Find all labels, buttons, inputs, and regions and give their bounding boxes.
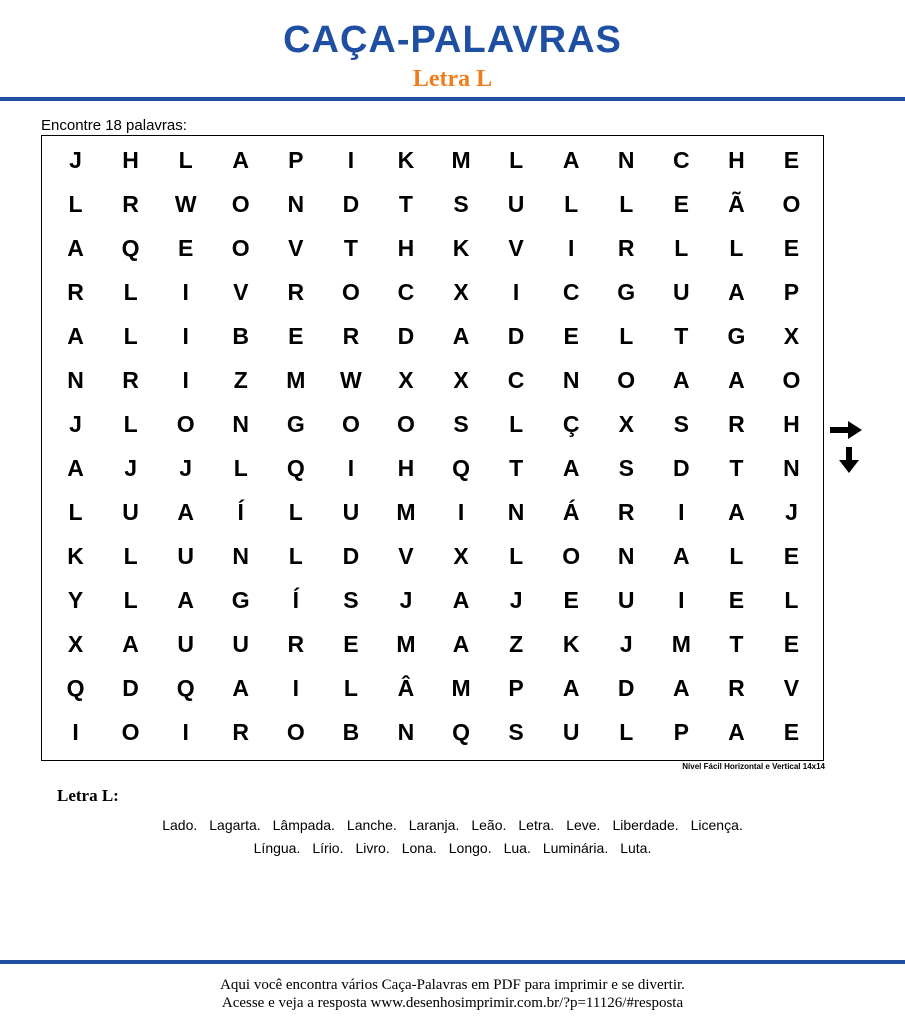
grid-letter: L: [509, 542, 524, 569]
grid-letter: D: [342, 542, 360, 569]
grid-letter: X: [783, 322, 800, 349]
grid-letter: J: [509, 586, 523, 613]
grid-letter: P: [783, 278, 800, 305]
instruction-text: Encontre 18 palavras:: [41, 117, 187, 134]
grid-letter: A: [728, 718, 745, 745]
grid-letter: I: [678, 586, 685, 613]
grid-letter: Q: [121, 234, 140, 261]
word-list-row-2: [0, 839, 905, 857]
grid-letter: P: [288, 146, 304, 173]
grid-letter: E: [563, 586, 579, 613]
word-item: Licença.: [690, 817, 743, 833]
grid-letter: H: [397, 234, 415, 261]
grid-letter: I: [512, 278, 520, 305]
word-item: Leão.: [471, 817, 507, 833]
grid-letter: S: [343, 586, 359, 613]
grid-letter: A: [452, 586, 470, 613]
grid-letter: N: [562, 366, 580, 393]
grid-letter: Ã: [728, 190, 745, 217]
grid-letter: D: [673, 454, 690, 481]
grid-letter: A: [562, 146, 580, 173]
grid-letter: U: [177, 542, 194, 569]
grid-letter: V: [783, 674, 800, 701]
grid-letter: O: [176, 410, 195, 437]
grid-letter: I: [182, 718, 189, 745]
page-subtitle: Letra L: [412, 66, 493, 92]
grid-letter: X: [67, 630, 84, 657]
grid-letter: E: [673, 190, 689, 217]
grid-letter: R: [287, 278, 305, 305]
grid-letter: J: [124, 454, 137, 481]
grid-letter: A: [673, 366, 690, 393]
grid-letter: N: [507, 498, 525, 525]
grid-letter: E: [783, 630, 800, 657]
grid-letter: E: [178, 234, 194, 261]
answers-title: Letra L:: [57, 786, 119, 805]
grid-letter: L: [509, 146, 524, 173]
grid-letter: L: [123, 410, 138, 437]
grid-letter: I: [567, 234, 575, 261]
word-item: Letra.: [518, 817, 555, 833]
grid-letter: A: [67, 234, 84, 261]
grid-letter: V: [398, 542, 414, 569]
grid-letter: L: [178, 146, 193, 173]
grid-letter: V: [288, 234, 304, 261]
grid-cells: [42, 136, 823, 760]
grid-letter: U: [177, 630, 194, 657]
grid-letter: L: [343, 674, 358, 701]
grid-letter: N: [783, 454, 800, 481]
grid-letter: E: [783, 234, 800, 261]
grid-letter: A: [728, 366, 745, 393]
grid-letter: L: [123, 542, 138, 569]
grid-letter: U: [673, 278, 690, 305]
grid-letter: I: [347, 146, 355, 173]
grid-letter: O: [562, 542, 581, 569]
grid-letter: C: [507, 366, 525, 393]
word-item: Leve.: [566, 817, 601, 833]
grid-letter: E: [343, 630, 359, 657]
grid-letter: K: [562, 630, 580, 657]
grid-letter: R: [342, 322, 360, 349]
grid-letter: T: [343, 234, 358, 261]
grid-letter: V: [508, 234, 524, 261]
grid-letter: E: [783, 146, 800, 173]
grid-letter: S: [673, 410, 689, 437]
grid-letter: N: [232, 542, 250, 569]
grid-letter: N: [397, 718, 415, 745]
grid-letter: H: [122, 146, 139, 173]
footer-line-2: Acesse e veja a resposta www.desenhosimprimir.com.br/?p=11126/#resposta: [221, 995, 684, 1011]
grid-letter: N: [67, 366, 84, 393]
grid-letter: A: [67, 322, 84, 349]
grid-letter: I: [347, 454, 355, 481]
grid-letter: X: [398, 366, 414, 393]
footer-line-1: Aqui você encontra vários Caça-Palavras em PDF para imprimir e se divertir.: [220, 977, 685, 993]
footer-divider: [0, 960, 905, 964]
grid-letter: Í: [237, 498, 244, 525]
grid-letter: L: [123, 278, 138, 305]
grid-letter: L: [619, 718, 634, 745]
grid-letter: C: [562, 278, 580, 305]
grid-letter: T: [509, 454, 524, 481]
grid-letter: A: [673, 674, 690, 701]
grid-letter: X: [453, 278, 469, 305]
grid-letter: X: [453, 366, 469, 393]
arrow-down-icon: [838, 446, 860, 474]
grid-letter: L: [509, 410, 524, 437]
grid-letter: E: [783, 718, 800, 745]
grid-letter: J: [399, 586, 413, 613]
grid-letter: I: [182, 322, 189, 349]
grid-letter: L: [123, 322, 138, 349]
grid-letter: O: [341, 278, 360, 305]
word-item: Lírio.: [312, 840, 344, 856]
grid-letter: S: [618, 454, 634, 481]
grid-letter: P: [673, 718, 689, 745]
grid-letter: H: [728, 146, 745, 173]
grid-letter: Q: [66, 674, 85, 701]
grid-letter: V: [233, 278, 249, 305]
word-list-row-1: [0, 816, 905, 834]
grid-letter: W: [174, 190, 197, 217]
grid-letter: D: [617, 674, 635, 701]
grid-letter: M: [396, 630, 416, 657]
grid-letter: U: [507, 190, 525, 217]
grid-letter: O: [341, 410, 360, 437]
grid-letter: E: [783, 542, 800, 569]
grid-letter: L: [729, 234, 744, 261]
grid-letter: O: [231, 190, 250, 217]
grid-letter: N: [617, 542, 635, 569]
word-item: Luta.: [620, 840, 652, 856]
grid-letter: K: [452, 234, 470, 261]
grid-letter: B: [342, 718, 360, 745]
grid-letter: J: [69, 146, 82, 173]
word-item: Laranja.: [408, 817, 460, 833]
grid-letter: A: [177, 498, 194, 525]
grid-letter: O: [782, 190, 801, 217]
grid-letter: R: [287, 630, 305, 657]
word-item: Língua.: [253, 840, 301, 856]
grid-letter: M: [671, 630, 691, 657]
grid-letter: G: [286, 410, 305, 437]
grid-letter: A: [67, 454, 84, 481]
grid-letter: L: [729, 542, 744, 569]
grid-letter: U: [122, 498, 139, 525]
word-item: Livro.: [355, 840, 390, 856]
grid-letter: A: [562, 674, 580, 701]
grid-letter: U: [232, 630, 250, 657]
grid-letter: Q: [452, 718, 470, 745]
level-note: Nível Fácil Horizontal e Vertical 14x14: [682, 762, 825, 771]
grid-letter: K: [67, 542, 84, 569]
word-item: Lona.: [401, 840, 437, 856]
grid-letter: X: [453, 542, 469, 569]
grid-letter: B: [232, 322, 250, 349]
grid-letter: S: [508, 718, 524, 745]
grid-letter: L: [674, 234, 689, 261]
grid-letter: Ç: [562, 410, 580, 437]
grid-letter: A: [122, 630, 139, 657]
grid-letter: D: [397, 322, 415, 349]
grid-letter: I: [292, 674, 299, 701]
grid-letter: C: [397, 278, 415, 305]
grid-letter: I: [182, 278, 189, 305]
grid-letter: R: [728, 410, 745, 437]
grid-letter: R: [67, 278, 84, 305]
word-search-grid: [41, 135, 824, 761]
grid-letter: U: [562, 718, 580, 745]
word-item: Lado.: [162, 817, 198, 833]
grid-letter: I: [457, 498, 465, 525]
grid-letter: R: [617, 498, 635, 525]
grid-letter: O: [617, 366, 636, 393]
grid-letter: N: [617, 146, 635, 173]
grid-letter: R: [232, 718, 250, 745]
grid-letter: K: [397, 146, 415, 173]
grid-letter: L: [619, 322, 634, 349]
grid-letter: L: [123, 586, 138, 613]
grid-letter: P: [508, 674, 524, 701]
grid-letter: Q: [286, 454, 305, 481]
grid-letter: D: [507, 322, 525, 349]
grid-letter: A: [673, 542, 690, 569]
word-item: Lanche.: [346, 817, 397, 833]
grid-letter: U: [617, 586, 635, 613]
grid-letter: T: [729, 454, 744, 481]
word-item: Lua.: [503, 840, 531, 856]
grid-letter: A: [452, 630, 470, 657]
grid-letter: Q: [452, 454, 470, 481]
grid-letter: C: [673, 146, 690, 173]
grid-letter: M: [451, 146, 471, 173]
grid-letter: O: [286, 718, 305, 745]
grid-letter: L: [233, 454, 248, 481]
grid-letter: N: [232, 410, 250, 437]
grid-letter: Á: [562, 498, 580, 525]
grid-letter: I: [72, 718, 79, 745]
grid-letter: Y: [67, 586, 84, 613]
grid-letter: Í: [292, 586, 299, 613]
grid-letter: I: [678, 498, 685, 525]
word-item: Lâmpada.: [272, 817, 335, 833]
grid-letter: A: [562, 454, 580, 481]
grid-letter: A: [232, 674, 250, 701]
header-divider: [0, 97, 905, 101]
grid-letter: L: [619, 190, 634, 217]
grid-letter: S: [453, 410, 469, 437]
grid-letter: L: [68, 190, 83, 217]
grid-letter: N: [287, 190, 305, 217]
grid-letter: W: [340, 366, 362, 393]
word-item: Luminária.: [542, 840, 609, 856]
grid-letter: M: [286, 366, 306, 393]
grid-letter: T: [729, 630, 744, 657]
grid-letter: O: [397, 410, 415, 437]
grid-letter: R: [122, 190, 139, 217]
grid-letter: Q: [176, 674, 195, 701]
word-item: Lagarta.: [209, 817, 261, 833]
word-item: Liberdade.: [612, 817, 679, 833]
word-item: Longo.: [448, 840, 492, 856]
grid-letter: G: [617, 278, 636, 305]
page-title: CAÇA-PALAVRAS: [283, 19, 622, 61]
grid-letter: M: [396, 498, 416, 525]
grid-letter: A: [232, 146, 250, 173]
grid-letter: T: [674, 322, 689, 349]
grid-letter: O: [231, 234, 250, 261]
grid-letter: J: [179, 454, 193, 481]
grid-letter: E: [288, 322, 304, 349]
grid-letter: J: [69, 410, 82, 437]
grid-letter: O: [121, 718, 140, 745]
grid-letter: X: [618, 410, 634, 437]
grid-letter: J: [619, 630, 633, 657]
grid-letter: D: [122, 674, 139, 701]
grid-letter: R: [122, 366, 139, 393]
grid-letter: A: [177, 586, 194, 613]
grid-letter: G: [727, 322, 746, 349]
grid-letter: R: [617, 234, 635, 261]
grid-letter: T: [398, 190, 413, 217]
grid-letter: I: [182, 366, 189, 393]
arrow-right-icon: [829, 420, 863, 440]
grid-letter: S: [453, 190, 469, 217]
grid-letter: L: [288, 542, 303, 569]
grid-letter: J: [785, 498, 798, 525]
grid-letter: L: [288, 498, 303, 525]
grid-letter: H: [397, 454, 415, 481]
grid-letter: Z: [509, 630, 524, 657]
grid-letter: A: [728, 278, 745, 305]
grid-letter: U: [342, 498, 360, 525]
grid-letter: O: [782, 366, 801, 393]
grid-letter: M: [451, 674, 471, 701]
grid-letter: H: [783, 410, 800, 437]
grid-letter: A: [728, 498, 745, 525]
grid-letter: G: [231, 586, 250, 613]
grid-letter: L: [564, 190, 579, 217]
grid-letter: Z: [233, 366, 248, 393]
grid-letter: E: [563, 322, 579, 349]
grid-letter: R: [728, 674, 745, 701]
grid-letter: L: [68, 498, 83, 525]
grid-letter: Â: [397, 674, 415, 701]
grid-letter: D: [342, 190, 360, 217]
grid-letter: A: [452, 322, 470, 349]
grid-letter: L: [784, 586, 799, 613]
grid-letter: E: [728, 586, 745, 613]
